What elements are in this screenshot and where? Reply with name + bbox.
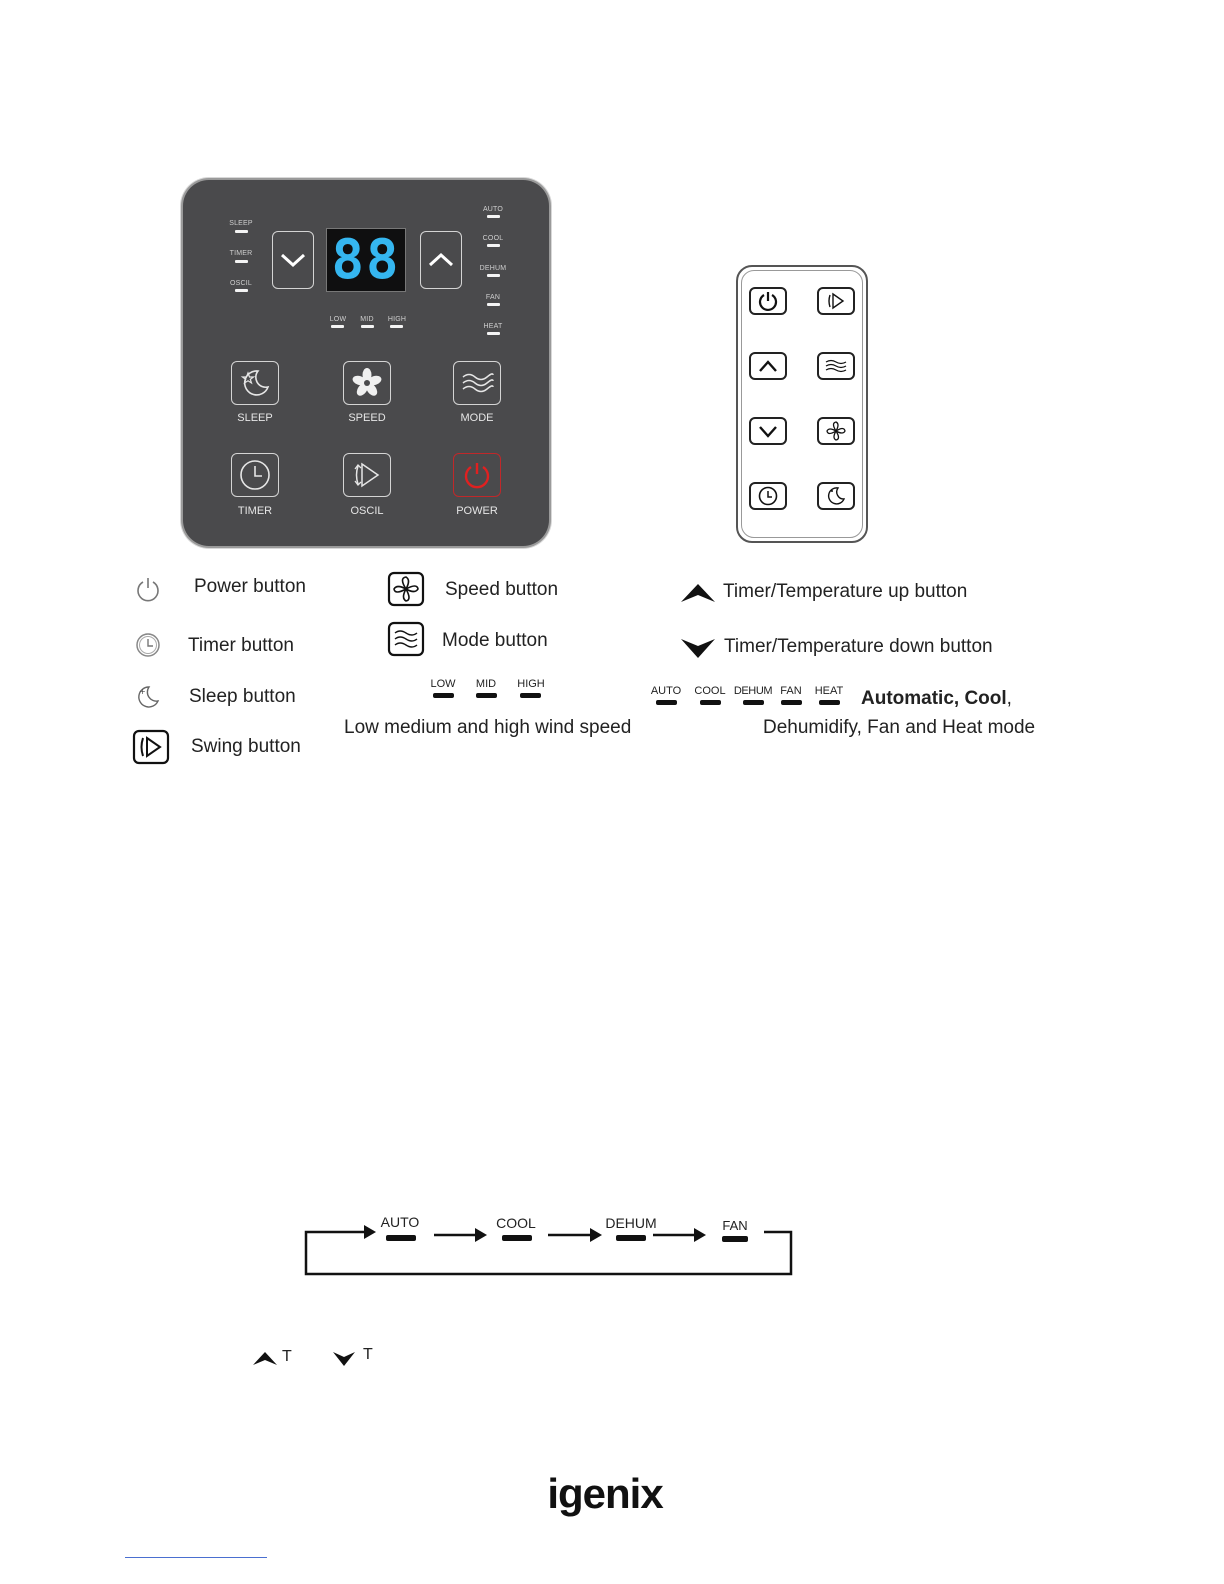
oscil-button-label: OSCIL bbox=[350, 505, 384, 517]
indicator-auto bbox=[487, 215, 500, 218]
timer-button-label: TIMER bbox=[237, 505, 273, 517]
legend-speed-caption: Low medium and high wind speed bbox=[344, 717, 632, 738]
speed-indicator-mid bbox=[361, 325, 374, 328]
legend-down-text: Timer/Temperature down button bbox=[724, 636, 993, 657]
legend-mode-caption-bold bbox=[861, 688, 1012, 710]
chevron-up-icon bbox=[757, 358, 779, 374]
digital-display bbox=[326, 228, 406, 292]
remote-swing-button[interactable] bbox=[817, 287, 855, 315]
legend-fan-icon bbox=[387, 571, 425, 607]
indicator-label-oscil: OSCIL bbox=[229, 280, 252, 287]
swing-icon bbox=[825, 290, 847, 312]
legend-sleep-text: Sleep button bbox=[189, 686, 296, 707]
sleep-button-label: SLEEP bbox=[237, 412, 273, 424]
sleep-moon-icon bbox=[825, 485, 847, 507]
legend-power-icon bbox=[133, 574, 163, 604]
legend-mode-caption-comma: , bbox=[1006, 688, 1012, 709]
legend-speed-high-dash bbox=[520, 693, 541, 698]
indicator-label-dehum: DEHUM bbox=[479, 265, 507, 272]
sleep-button[interactable] bbox=[231, 361, 279, 405]
remote-down-button[interactable] bbox=[749, 417, 787, 445]
indicator-fan bbox=[487, 303, 500, 306]
legend-swing-text: Swing button bbox=[191, 736, 301, 757]
mode-waves-icon bbox=[460, 369, 494, 397]
legend-mode-fan-label: FAN bbox=[780, 685, 802, 697]
mode-button[interactable] bbox=[453, 361, 501, 405]
timer-button[interactable] bbox=[231, 453, 279, 497]
indicator-timer bbox=[235, 260, 248, 263]
flow-label-cool: COOL bbox=[496, 1215, 536, 1231]
speed-label-mid: MID bbox=[360, 316, 374, 323]
legend-mode-caption-bold-text: Automatic, Cool bbox=[861, 688, 1007, 709]
fan-icon bbox=[351, 367, 383, 399]
remote-mode-button[interactable] bbox=[817, 352, 855, 380]
indicator-dehum bbox=[487, 274, 500, 277]
legend-mode-dehum-dash bbox=[743, 700, 764, 705]
legend-mode-cool-dash bbox=[700, 700, 721, 705]
power-button-label: POWER bbox=[456, 505, 498, 517]
svg-text:+: + bbox=[139, 687, 146, 696]
oscil-button[interactable] bbox=[343, 453, 391, 497]
legend-swing-icon bbox=[132, 729, 170, 765]
indicator-label-timer: TIMER bbox=[229, 250, 253, 257]
temp-up-icon bbox=[252, 1350, 278, 1366]
indicator-label-heat: HEAT bbox=[483, 323, 503, 330]
legend-clock-icon bbox=[133, 630, 163, 660]
legend-sleep-icon bbox=[133, 682, 163, 712]
indicator-oscil bbox=[235, 289, 248, 292]
speed-indicator-high bbox=[390, 325, 403, 328]
remote-fan-button[interactable] bbox=[817, 417, 855, 445]
temp-down-icon bbox=[332, 1351, 356, 1367]
speed-indicator-low bbox=[331, 325, 344, 328]
legend-down-icon bbox=[679, 637, 717, 661]
flow-dash-dehum bbox=[616, 1235, 646, 1241]
legend-speed-high-label: HIGH bbox=[517, 678, 545, 690]
swing-icon bbox=[350, 458, 384, 492]
legend-mode-heat-dash bbox=[819, 700, 840, 705]
flow-dash-fan bbox=[722, 1236, 748, 1242]
power-icon bbox=[757, 290, 779, 312]
panel-up-button[interactable] bbox=[420, 231, 462, 289]
flow-dash-cool bbox=[502, 1235, 532, 1241]
legend-mode-dehum-label: DEHUM bbox=[733, 685, 773, 697]
remote-power-button[interactable] bbox=[749, 287, 787, 315]
legend-mode-heat-label: HEAT bbox=[814, 685, 844, 697]
remote-sleep-button[interactable] bbox=[817, 482, 855, 510]
indicator-label-fan: FAN bbox=[485, 294, 501, 301]
panel-down-button[interactable] bbox=[272, 231, 314, 289]
power-icon bbox=[461, 459, 493, 491]
indicator-label-cool: COOL bbox=[482, 235, 504, 242]
clock-icon bbox=[757, 485, 779, 507]
legend-speed-mid-label: MID bbox=[475, 678, 497, 690]
remote-up-button[interactable] bbox=[749, 352, 787, 380]
legend-up-text: Timer/Temperature up button bbox=[723, 581, 968, 602]
legend-mode-fan-dash bbox=[781, 700, 802, 705]
indicator-heat bbox=[487, 332, 500, 335]
flow-label-auto: AUTO bbox=[380, 1214, 420, 1230]
indicator-sleep bbox=[235, 230, 248, 233]
legend-speed-low-dash bbox=[433, 693, 454, 698]
display-digits: 88 bbox=[331, 228, 401, 291]
legend-up-icon bbox=[679, 580, 717, 604]
chevron-down-icon bbox=[757, 423, 779, 439]
speed-button-label: SPEED bbox=[348, 412, 386, 424]
sleep-moon-icon bbox=[238, 367, 272, 399]
remote-control bbox=[736, 265, 868, 543]
chevron-down-icon bbox=[279, 250, 307, 270]
clock-icon bbox=[238, 458, 272, 492]
indicator-label-sleep: SLEEP bbox=[229, 220, 253, 227]
flow-dash-auto bbox=[386, 1235, 416, 1241]
speed-label-high: HIGH bbox=[387, 316, 407, 323]
legend-mode-text: Mode button bbox=[442, 630, 548, 651]
legend-timer-text: Timer button bbox=[188, 635, 294, 656]
control-panel bbox=[183, 180, 549, 546]
legend-mode-icon bbox=[387, 621, 425, 657]
legend-power-text: Power button bbox=[194, 576, 306, 597]
legend-mode-cool-label: COOL bbox=[694, 685, 726, 697]
flow-label-dehum: DEHUM bbox=[605, 1215, 657, 1231]
legend-speed-low-label: LOW bbox=[430, 678, 456, 690]
fan-icon bbox=[825, 420, 847, 442]
legend-speed-text: Speed button bbox=[445, 579, 559, 600]
legend-mode-auto-label: AUTO bbox=[650, 685, 682, 697]
footer-rule bbox=[125, 1557, 267, 1558]
chevron-up-icon bbox=[427, 250, 455, 270]
remote-timer-button[interactable] bbox=[749, 482, 787, 510]
temp-down-t: T bbox=[363, 1346, 373, 1363]
speed-label-low: LOW bbox=[329, 316, 347, 323]
mode-button-label: MODE bbox=[460, 412, 494, 424]
legend-mode-caption-2: Dehumidify, Fan and Heat mode bbox=[763, 717, 1036, 738]
legend-mode-auto-dash bbox=[656, 700, 677, 705]
indicator-cool bbox=[487, 244, 500, 247]
indicator-label-auto: AUTO bbox=[482, 206, 504, 213]
speed-button[interactable] bbox=[343, 361, 391, 405]
flow-label-fan: FAN bbox=[722, 1218, 748, 1233]
power-button[interactable] bbox=[453, 453, 501, 497]
temp-up-t: T bbox=[282, 1348, 292, 1365]
legend-speed-mid-dash bbox=[476, 693, 497, 698]
brand-logo: igenix bbox=[547, 1470, 663, 1517]
mode-waves-icon bbox=[824, 357, 848, 375]
